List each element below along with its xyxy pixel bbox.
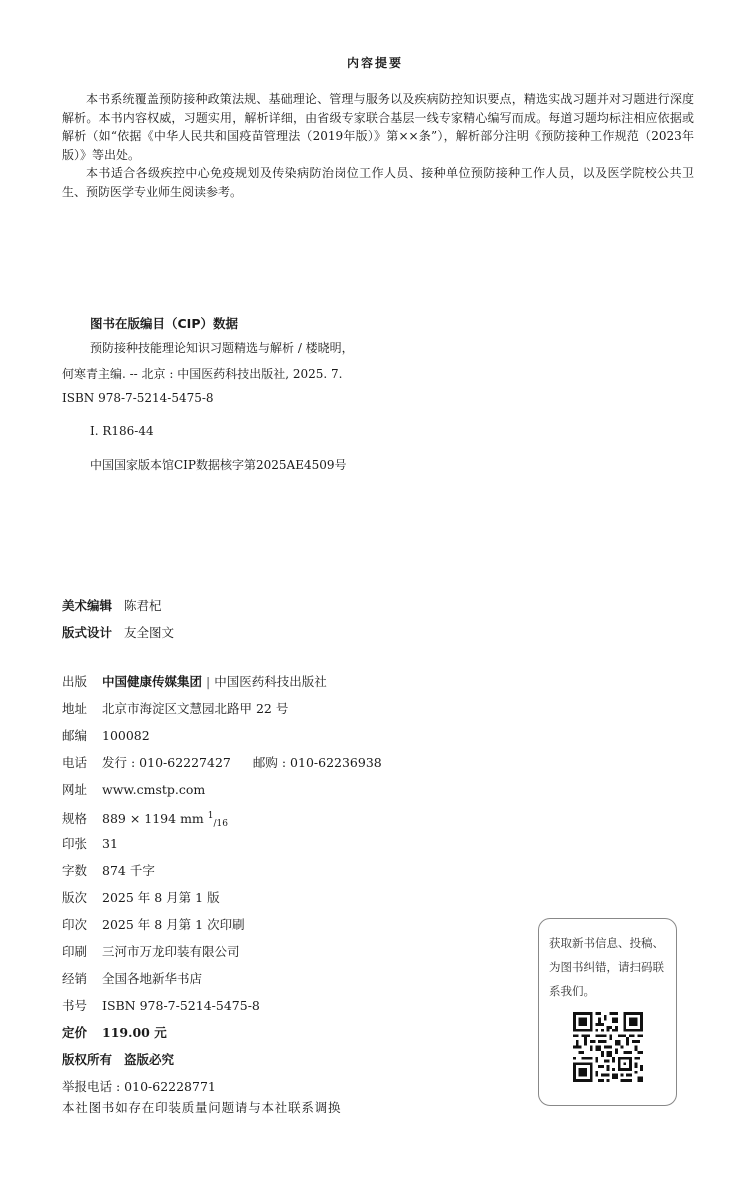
format-denominator: /16 [213, 819, 228, 829]
cip-number: 中国国家版本馆CIP数据核字第2025AE4509号 [90, 458, 347, 472]
edition-value: 2025 年 8 月第 1 版 [102, 890, 220, 905]
isbn-row [62, 992, 522, 1019]
cip-isbn: ISBN 978-7-5214-5475-8 [62, 391, 214, 405]
publisher-row [62, 668, 522, 695]
distributor-value: 全国各地新华书店 [102, 971, 203, 986]
address-row [62, 695, 522, 722]
isbn-label: 书号 [62, 998, 88, 1013]
web-label: 网址 [62, 782, 88, 797]
postcode-label: 邮编 [62, 728, 88, 743]
rights-label: 版权所有 [62, 1052, 113, 1067]
qr-caption: 获取新书信息、投稿、为图书纠错，请扫码联系我们。 [549, 936, 664, 998]
layout-credit [62, 623, 174, 641]
publisher-name: 中国医药科技出版社 [214, 674, 327, 689]
qr-code-icon[interactable] [573, 1012, 643, 1082]
web-value: www.cmstp.com [102, 782, 206, 797]
price-value: 119.00 元 [102, 1025, 167, 1040]
printer-value: 三河市万龙印装有限公司 [102, 944, 240, 959]
printer-label: 印刷 [62, 944, 88, 959]
price-row [62, 1019, 522, 1046]
sheets-row [62, 830, 522, 857]
cip-title: 图书在版编目（CIP）数据 [90, 316, 238, 331]
format-numerator: 1 [207, 811, 214, 821]
layout-name: 友全图文 [124, 625, 175, 640]
report-row [62, 1073, 522, 1100]
words-label: 字数 [62, 863, 88, 878]
publication-info [62, 668, 522, 1100]
quality-notice: 本社图书如存在印装质量问题请与本社联系调换 [62, 1100, 342, 1115]
summary-body [62, 90, 694, 201]
printing-row [62, 911, 522, 938]
rights-value: 盗版必究 [124, 1052, 175, 1067]
report-phone: 举报电话 : 010-62228771 [62, 1079, 216, 1094]
phone-row [62, 749, 522, 776]
phone-mail: 邮购 : 010-62236938 [252, 755, 382, 770]
rights-row [62, 1046, 522, 1073]
summary-title: 内容提要 [346, 56, 403, 70]
sheets-value: 31 [102, 836, 118, 851]
cip-publisher-line: 何寒青主编. -- 北京 : 中国医药科技出版社, 2025. 7. [62, 367, 343, 381]
art-editor-label: 美术编辑 [62, 598, 113, 613]
words-value: 874 千字 [102, 863, 155, 878]
postcode-row [62, 722, 522, 749]
qr-contact-box [538, 918, 677, 1106]
web-row [62, 776, 522, 803]
distributor-label: 经销 [62, 971, 88, 986]
distributor-row [62, 965, 522, 992]
phone-label: 电话 [62, 755, 88, 770]
format-row [62, 803, 522, 830]
art-editor-credit [62, 596, 162, 614]
format-label: 规格 [62, 811, 88, 826]
cip-book-title: 预防接种技能理论知识习题精选与解析 / 楼晓明， [90, 341, 354, 355]
cip-classification: Ⅰ. R186-44 [90, 424, 154, 438]
isbn-value: ISBN 978-7-5214-5475-8 [102, 998, 260, 1013]
publisher-label: 出版 [62, 674, 88, 689]
edition-row [62, 884, 522, 911]
publisher-separator: | [206, 674, 211, 689]
edition-label: 版次 [62, 890, 88, 905]
words-row [62, 857, 522, 884]
phone-sales: 发行 : 010-62227427 [102, 755, 231, 770]
postcode-value: 100082 [102, 728, 150, 743]
art-editor-name: 陈君杞 [124, 598, 162, 613]
format-size: 889 × 1194 mm [102, 811, 204, 826]
layout-label: 版式设计 [62, 625, 113, 640]
sheets-label: 印张 [62, 836, 88, 851]
printer-row [62, 938, 522, 965]
address-label: 地址 [62, 701, 88, 716]
summary-paragraph: 本书系统覆盖预防接种政策法规、基础理论、管理与服务以及疾病防控知识要点，精选实战习题并对习题进行深度解析。本书内容权威，习题实用，解析详细，由省级专家联合基层一线专家精心编写而成。每道习题均标注相应依据或解析（如“依据《中华人民共和国疫苗管理法（2019年版）》第××条”），解析部分注明《预防接种工作规范（2023年版）》等出处。 [62, 92, 694, 162]
address-value: 北京市海淀区文慧园北路甲 22 号 [102, 701, 289, 716]
price-label: 定价 [62, 1025, 88, 1040]
printing-value: 2025 年 8 月第 1 次印刷 [102, 917, 245, 932]
publisher-group: 中国健康传媒集团 [102, 674, 203, 689]
summary-paragraph: 本书适合各级疾控中心免疫规划及传染病防治岗位工作人员、接种单位预防接种工作人员，以及医学院校公共卫生、预防医学专业师生阅读参考。 [62, 166, 694, 199]
printing-label: 印次 [62, 917, 88, 932]
